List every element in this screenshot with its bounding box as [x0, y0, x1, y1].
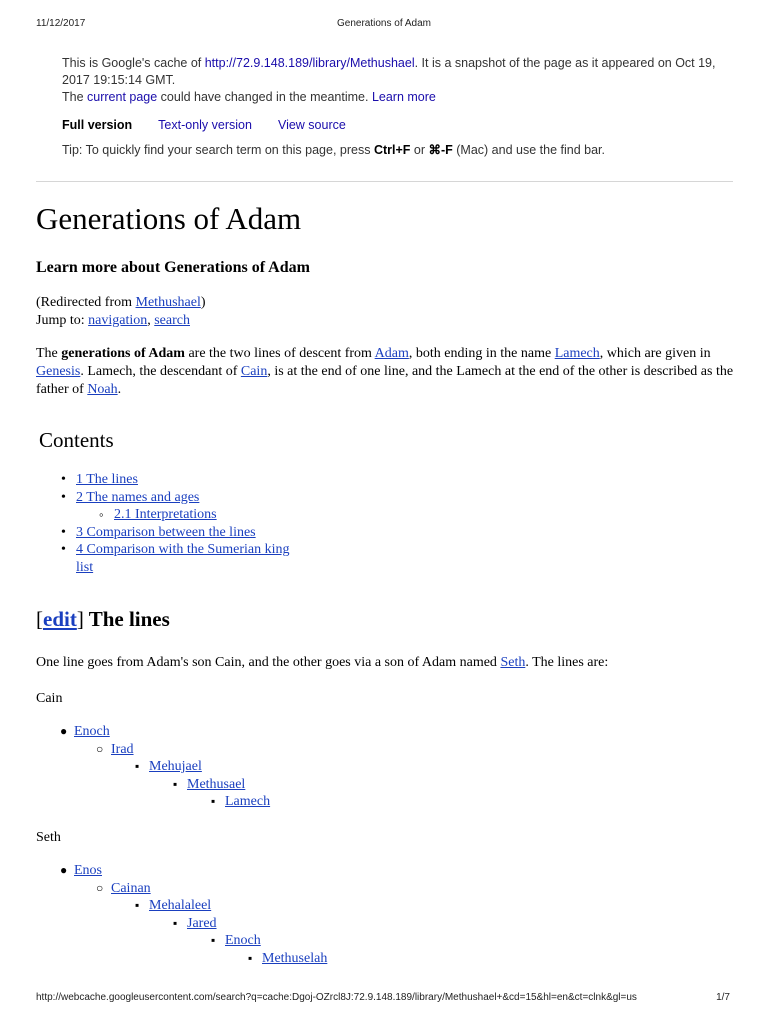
seth-link[interactable]: Seth [500, 655, 526, 670]
redirect-notice: (Redirected from Methushael) [36, 295, 206, 310]
lineage-item [36, 932, 736, 950]
toc-subitem [99, 506, 736, 524]
jump-navigation-link[interactable]: navigation [88, 312, 148, 328]
lines-paragraph: One line goes from Adam's son Cain, and the other goes via a son of Adam named Seth. The lines are: [36, 655, 609, 670]
bullet-square-icon: ▪ [248, 950, 253, 965]
lineage-item [36, 897, 736, 915]
bullet-square-icon: ▪ [135, 759, 140, 773]
table-of-contents [61, 471, 736, 576]
print-page-number: 1/7 [716, 992, 730, 1003]
toc-item [61, 471, 736, 489]
lineage-link[interactable]: Methusael [187, 776, 246, 792]
cache-snapshot-line: This is Google's cache of http://72.9.148.189/library/Methushael. It is a snapshot of the page as it appeared on Oct 19, 2017 19:15:14 GMT. [62, 56, 716, 87]
toc-link-names-and-ages[interactable]: 2 The names and ages [76, 489, 200, 505]
bullet-square-icon: ▪ [211, 933, 216, 947]
lineage-link[interactable]: Enoch [74, 724, 110, 739]
section-heading-the-lines: [edit] The lines [36, 607, 170, 631]
cain-lineage-label: Cain [36, 690, 63, 706]
lineage-link[interactable]: Irad [111, 741, 134, 757]
seth-lineage-tree [36, 862, 736, 967]
lineage-link[interactable]: Cainan [111, 880, 151, 896]
cache-banner [62, 55, 722, 159]
current-page-link[interactable]: current page [87, 90, 158, 104]
jump-search-link[interactable]: search [154, 312, 190, 328]
version-switcher [62, 117, 722, 134]
lamech-link[interactable]: Lamech [554, 346, 600, 361]
lineage-link[interactable]: Mehalaleel [149, 898, 212, 913]
adam-link[interactable]: Adam [374, 346, 409, 361]
edit-section-link[interactable]: edit [43, 607, 77, 631]
bullet-square-icon: ▪ [135, 898, 140, 912]
redirect-source-link[interactable]: Methushael [135, 295, 201, 310]
cain-link[interactable]: Cain [240, 364, 268, 379]
view-source-link[interactable]: View source [277, 118, 346, 132]
lineage-item [36, 776, 736, 794]
lineage-link[interactable]: Enoch [225, 933, 261, 948]
seth-lineage-label: Seth [36, 829, 61, 845]
toc-link-sumerian-king-list[interactable]: 4 Comparison with the Sumerian king list [76, 542, 290, 575]
lineage-item [36, 862, 736, 880]
bullet-circle-icon: ○ [96, 880, 104, 895]
cain-lineage-tree [36, 723, 736, 811]
noah-link[interactable]: Noah [87, 382, 118, 397]
article [36, 200, 736, 967]
toc-item [61, 489, 736, 507]
bullet-square-icon: ▪ [211, 794, 216, 808]
jump-to: Jump to: navigation, search [36, 312, 190, 328]
learn-more-link[interactable]: Learn more [371, 90, 436, 104]
lineage-item [36, 793, 736, 811]
print-doc-title: Generations of Adam [337, 18, 431, 29]
full-version-label: Full version [62, 118, 133, 132]
banner-divider [36, 181, 733, 182]
contents-heading: Contents [39, 428, 114, 452]
toc-link-comparison-lines[interactable]: 3 Comparison between the lines [76, 524, 256, 540]
lineage-item [36, 950, 736, 968]
print-header [0, 18, 768, 32]
toc-item [61, 524, 736, 542]
find-tip: Tip: To quickly find your search term on this page, press Ctrl+F or ⌘-F (Mac) and use the find bar. [62, 143, 605, 157]
toc-link-the-lines[interactable]: 1 The lines [76, 472, 138, 487]
page-title: Generations of Adam [36, 201, 302, 236]
intro-paragraph: The generations of Adam are the two lines of descent from Adam, both ending in the name Lamech, which are given in Genesis. Lamech, the descendant of Cain, is at the end of one line, and the Lamech at the end of the other is described as the father of Noah. [36, 346, 734, 397]
toc-link-interpretations[interactable]: 2.1 Interpretations [114, 507, 217, 522]
bullet-disc-icon: ● [60, 863, 68, 877]
bullet-disc-icon: ● [60, 724, 68, 738]
lineage-link[interactable]: Mehujael [149, 759, 202, 774]
bullet-circle-icon: ○ [96, 741, 104, 756]
cached-url-link[interactable]: http://72.9.148.189/library/Methushael [204, 56, 415, 70]
lineage-link[interactable]: Jared [187, 915, 217, 931]
toc-item [61, 541, 306, 576]
lineage-item [36, 741, 736, 759]
print-date: 11/12/2017 [36, 18, 86, 29]
text-only-version-link[interactable]: Text-only version [158, 118, 252, 132]
genesis-link[interactable]: Genesis [36, 364, 81, 379]
bullet-square-icon: ▪ [173, 776, 178, 791]
lineage-link[interactable]: Enos [74, 863, 102, 878]
lineage-item [36, 880, 736, 898]
lineage-item [36, 758, 736, 776]
lineage-link[interactable]: Lamech [225, 794, 271, 809]
print-footer [0, 992, 768, 1006]
lineage-link[interactable]: Methuselah [262, 950, 328, 966]
page-subtitle: Learn more about Generations of Adam [36, 259, 310, 276]
lineage-item [36, 915, 736, 933]
lineage-item [36, 723, 736, 741]
bullet-square-icon: ▪ [173, 915, 178, 930]
cache-current-line: The current page could have changed in the meantime. Learn more [62, 90, 436, 104]
print-url: http://webcache.googleusercontent.com/search?q=cache:Dgoj-OZrcl8J:72.9.148.189/library/Methushael+&cd=15&hl=en&ct=clnk&gl=us [36, 992, 637, 1003]
